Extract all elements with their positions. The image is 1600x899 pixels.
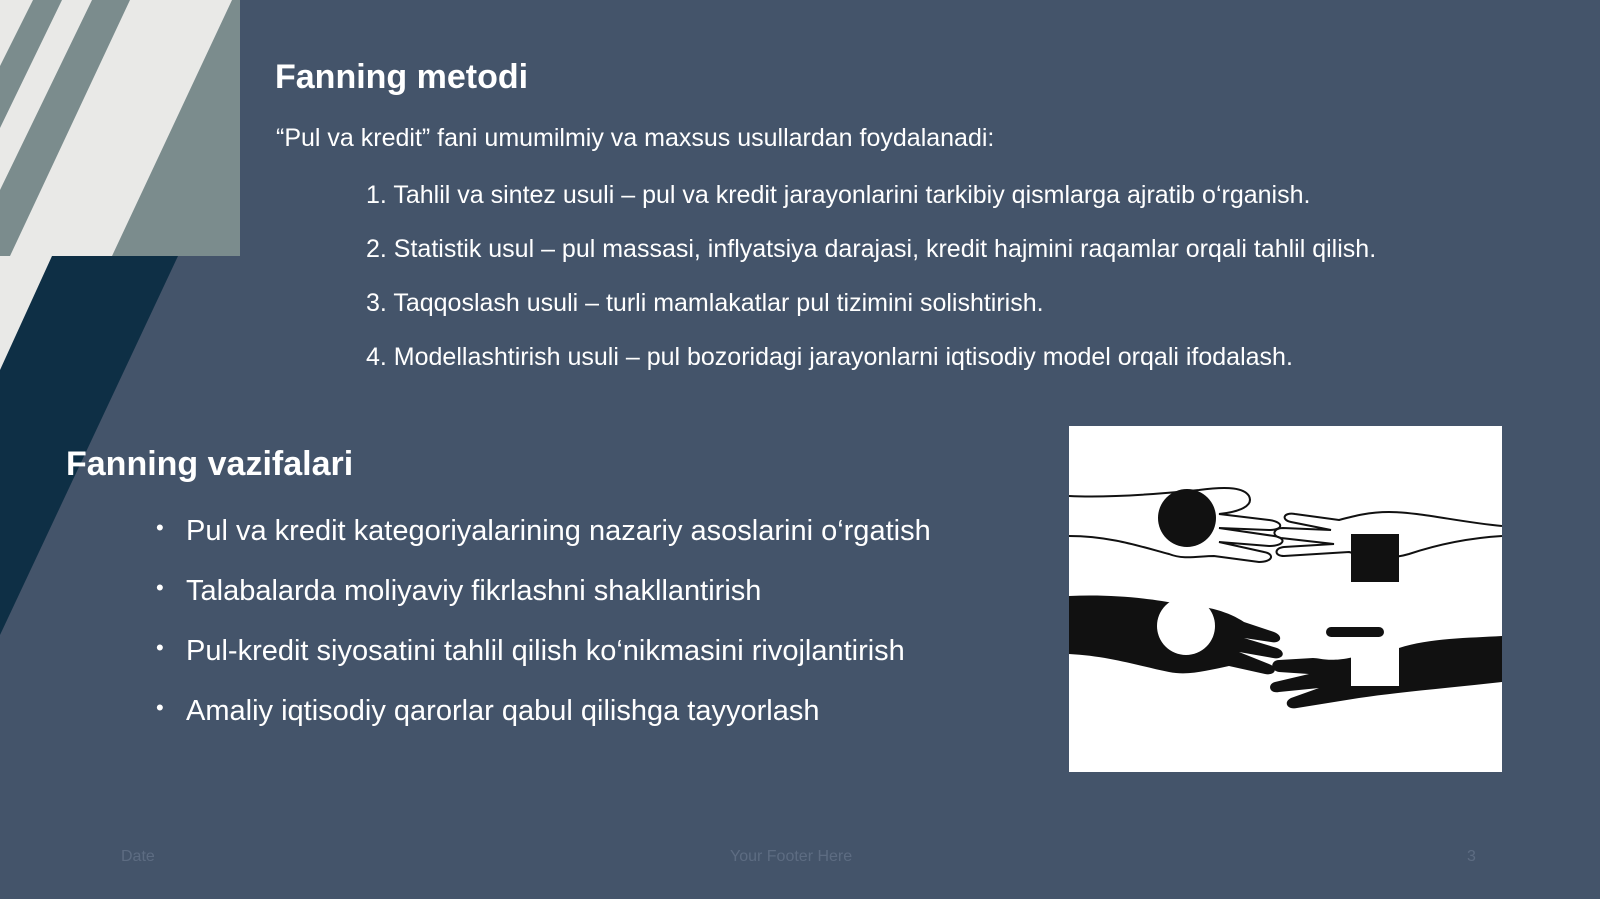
- task-item-text: Talabalarda moliyaviy fikrlashni shakllantirish: [186, 575, 762, 607]
- footer-text: Your Footer Here: [730, 848, 853, 865]
- hands-exchange-picture: [1069, 426, 1502, 772]
- bullet-icon: •: [156, 695, 164, 720]
- method-intro: “Pul va kredit” fani umumilmiy va maxsus usullardan foydalanadi:: [276, 124, 995, 152]
- task-item: [156, 692, 931, 752]
- hands-exchanging-shapes-icon: [1069, 426, 1502, 772]
- task-item: [156, 632, 931, 692]
- bullet-icon: •: [156, 515, 164, 540]
- method-list: [366, 178, 1376, 394]
- task-item: [156, 512, 931, 572]
- footer-date: Date: [121, 848, 155, 865]
- method-item: 2. Statistik usul – pul massasi, inflyatsiya darajasi, kredit hajmini raqamlar orqali tahlil qilish.: [366, 235, 1377, 263]
- bullet-icon: •: [156, 635, 164, 660]
- method-item: 3. Taqqoslash usuli – turli mamlakatlar pul tizimini solishtirish.: [366, 289, 1044, 317]
- tasks-title: Fanning vazifalari: [66, 445, 354, 483]
- task-item-text: Pul-kredit siyosatini tahlil qilish ko‘nikmasini rivojlantirish: [186, 635, 905, 667]
- tasks-list: [156, 512, 931, 752]
- method-title: Fanning metodi: [275, 58, 529, 96]
- bullet-icon: •: [156, 575, 164, 600]
- task-item-text: Amaliy iqtisodiy qarorlar qabul qilishga tayyorlash: [186, 695, 820, 727]
- task-item: [156, 572, 931, 632]
- page-number: 3: [1467, 848, 1476, 865]
- method-item: 1. Tahlil va sintez usuli – pul va kredit jarayonlarini tarkibiy qismlarga ajratib o‘rganish.: [366, 181, 1311, 209]
- task-item-text: Pul va kredit kategoriyalarining nazariy asoslarini o‘rgatish: [186, 515, 931, 547]
- method-item: 4. Modellashtirish usuli – pul bozoridagi jarayonlarni iqtisodiy model orqali ifodalash.: [366, 343, 1293, 371]
